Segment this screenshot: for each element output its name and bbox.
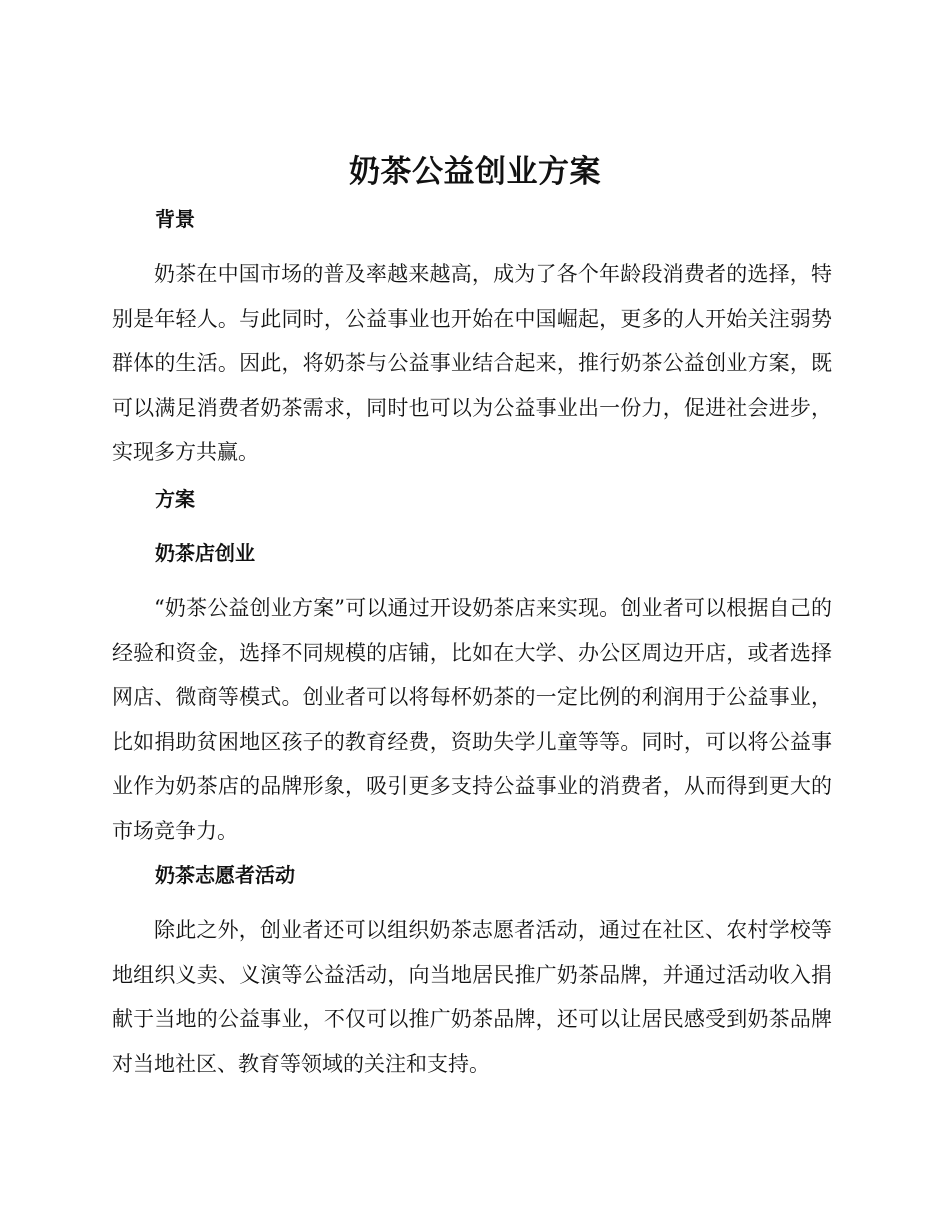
section-paragraph-background: 奶茶在中国市场的普及率越来越高，成为了各个年龄段消费者的选择，特别是年轻人。与此同时，公益事业也开始在中国崛起，更多的人开始关注弱势群体的生活。因此，将奶茶与公益事业结合起来，推行奶茶公益创业方案，既可以满足消费者奶茶需求，同时也可以为公益事业出一份力，促进社会进步，实现多方共赢。 <box>112 262 832 464</box>
section-paragraph-tea-shop: “奶茶公益创业方案”可以通过开设奶茶店来实现。创业者可以根据自己的经验和资金，选择不同规模的店铺，比如在大学、办公区周边开店，或者选择网店、微商等模式。创业者可以将每杯奶茶的一定比例的利润用于公益事业，比如捐助贫困地区孩子的教育经费，资助失学儿童等等。同时，可以将公益事业作为奶茶店的品牌形象，吸引更多支持公益事业的消费者，从而得到更大的市场竞争力。 <box>112 596 832 843</box>
section-paragraph-volunteer: 除此之外，创业者还可以组织奶茶志愿者活动，通过在社区、农村学校等地组织义卖、义演等公益活动，向当地居民推广奶茶品牌，并通过活动收入捐献于当地的公益事业，不仅可以推广奶茶品牌，还可以让居民感受到奶茶品牌对当地社区、教育等领域的关注和支持。 <box>112 918 832 1076</box>
document-title: 奶茶公益创业方案 <box>349 154 601 190</box>
section-heading-background: 背景 <box>155 207 195 231</box>
section-heading-plan: 方案 <box>155 487 195 511</box>
section-heading-tea-shop: 奶茶店创业 <box>155 541 255 565</box>
section-heading-volunteer: 奶茶志愿者活动 <box>155 863 295 887</box>
